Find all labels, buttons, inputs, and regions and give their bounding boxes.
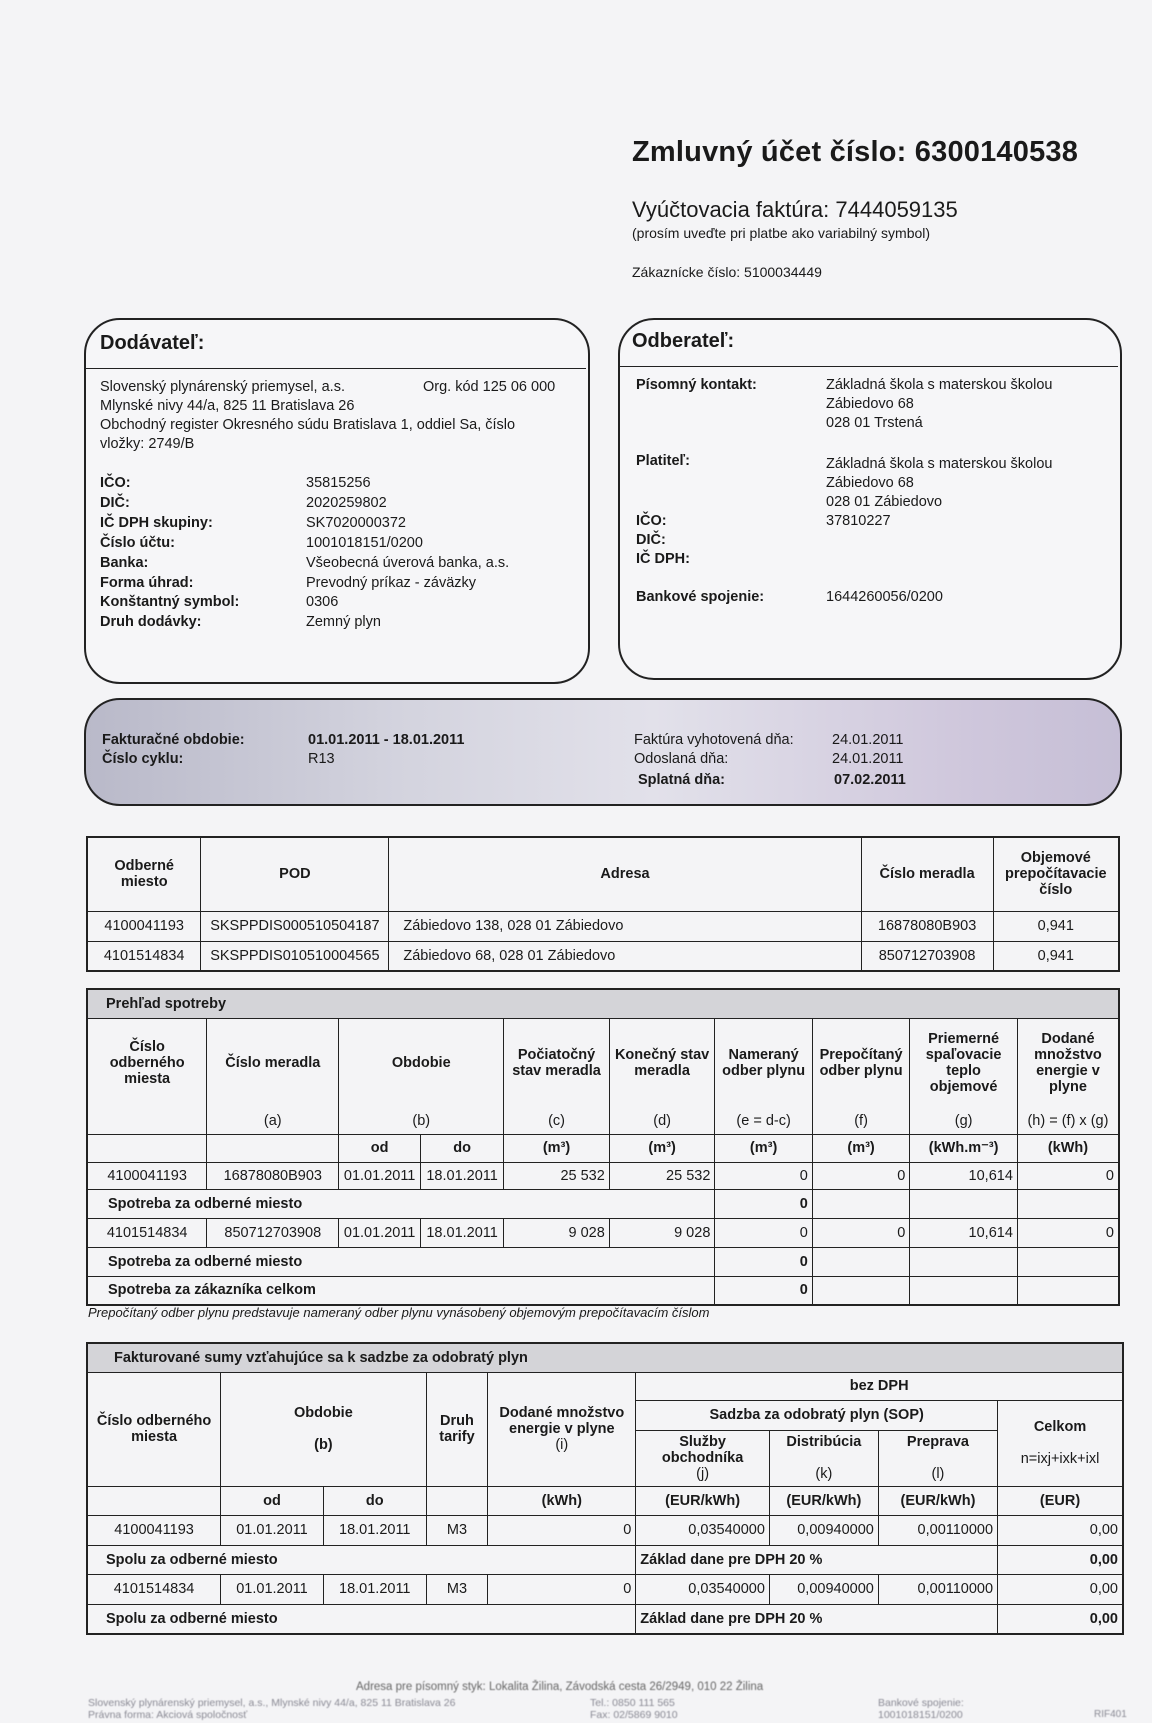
consumption-note: Prepočítaný odber plynu predstavuje nameraný odber plynu vynásobený objemovým prepočítavacím číslom — [88, 1305, 710, 1320]
supplier-constant-label: Konštantný symbol: — [100, 594, 240, 610]
cons-poc-cell: 9 028 — [504, 1218, 610, 1247]
supplier-dic-label: DIČ: — [100, 495, 130, 511]
points-odberne-cell: 4100041193 — [87, 911, 201, 941]
customer-payer-line3: 028 01 Zábiedovo — [826, 494, 943, 510]
table-row — [87, 911, 1119, 941]
inv-h-druh: Druh tarify — [426, 1372, 488, 1486]
inv-h-preprava-text: Preprava — [906, 1434, 969, 1450]
supplier-account-value: 1001018151/0200 — [306, 535, 423, 551]
cons-h-do: do — [420, 1134, 503, 1162]
customer-icdph-label: IČ DPH: — [636, 551, 690, 567]
footer-company: Slovenský plynárenský priemysel, a.s., Mlynské nivy 44/a, 825 11 Bratislava 26 — [88, 1697, 456, 1709]
cons-h-a: (a) — [207, 1108, 339, 1134]
invoiced-title-row — [87, 1343, 1123, 1372]
cons-h-c: (c) — [504, 1108, 610, 1134]
supplier-title-rule — [86, 368, 586, 369]
cons-kon-cell: 25 532 — [609, 1162, 715, 1189]
inv-subtotal-label: Spolu za odberné miesto — [87, 1604, 636, 1634]
inv-l-cell: 0,00110000 — [878, 1515, 997, 1545]
consumption-table — [86, 988, 1120, 1306]
issued-value: 24.01.2011 — [832, 732, 904, 748]
inv-h-l: (l) — [931, 1466, 945, 1482]
inv-j-cell: 0,03540000 — [636, 1574, 770, 1604]
delivery-points-table — [86, 836, 1120, 972]
cons-h-nam: Nameraný odber plynu — [715, 1018, 812, 1108]
inv-h-distr-text: Distribúcia — [786, 1434, 862, 1450]
cons-unit-h: (kWh) — [1017, 1134, 1119, 1162]
cons-subtotal-label: Spotreba za odberné miesto — [87, 1189, 715, 1218]
sent-value: 24.01.2011 — [832, 751, 904, 767]
supplier-account-label: Číslo účtu: — [100, 535, 175, 551]
invoice-number: Vyúčtovacia faktúra: 7444059135 — [632, 197, 958, 222]
table-row — [87, 941, 1119, 971]
inv-l-cell: 0,00110000 — [878, 1574, 997, 1604]
inv-h-k: (k) — [815, 1466, 833, 1482]
inv-h-dod — [488, 1372, 636, 1486]
cons-h-obdobie: Obdobie — [339, 1018, 504, 1108]
inv-j-cell: 0,03540000 — [636, 1515, 770, 1545]
subtotal-row — [87, 1189, 1119, 1218]
points-adresa-cell: Zábiedovo 68, 028 01 Zábiedovo — [389, 941, 861, 971]
cons-h-dod: Dodané množstvo energie v plyne — [1017, 1018, 1119, 1108]
customer-bank-label: Bankové spojenie: — [636, 589, 765, 605]
inv-h-obdobie — [221, 1372, 427, 1486]
cons-h-g: (g) — [910, 1108, 1018, 1134]
cons-h-priem: Priemerné spaľovacie teplo objemové — [910, 1018, 1018, 1108]
subtotal-row — [87, 1545, 1123, 1574]
billing-period-label: Fakturačné obdobie: — [102, 732, 245, 748]
inv-k-cell: 0,00940000 — [769, 1515, 878, 1545]
points-header-pod: POD — [201, 837, 389, 911]
inv-h-preprava — [878, 1430, 997, 1486]
invoiced-units-row — [87, 1486, 1123, 1515]
cons-prep-cell: 0 — [812, 1162, 909, 1189]
inv-miesto-cell: 4101514834 — [87, 1574, 221, 1604]
inv-h-od: od — [221, 1486, 324, 1515]
customer-payer-line2: Zábiedovo 68 — [826, 475, 914, 491]
inv-base-label: Základ dane pre DPH 20 % — [636, 1545, 998, 1574]
cons-miesto-cell: 4101514834 — [87, 1218, 207, 1247]
billing-period-value: 01.01.2011 - 18.01.2011 — [308, 732, 465, 748]
customer-ico-label: IČO: — [636, 513, 667, 529]
supplier-icdph-label: IČ DPH skupiny: — [100, 515, 213, 531]
points-odberne-cell: 4101514834 — [87, 941, 201, 971]
cons-unit-c: (m³) — [504, 1134, 610, 1162]
invoiced-table — [86, 1342, 1124, 1635]
cons-unit-g: (kWh.m⁻³) — [910, 1134, 1018, 1162]
cons-subtotal-value: 0 — [715, 1247, 812, 1276]
inv-unit-n: (EUR) — [998, 1486, 1123, 1515]
table-row — [87, 1515, 1123, 1545]
table-row — [87, 1574, 1123, 1604]
inv-druh-cell: M3 — [426, 1515, 488, 1545]
cons-priem-cell: 10,614 — [910, 1218, 1018, 1247]
inv-h-sluzby-text: Služby obchodníka — [661, 1434, 744, 1466]
supplier-constant-value: 0306 — [306, 594, 339, 610]
cons-meradlo-cell: 16878080B903 — [207, 1162, 339, 1189]
points-header-meradlo: Číslo meradla — [861, 837, 993, 911]
cons-h-b: (b) — [339, 1108, 504, 1134]
consumption-units-row — [87, 1134, 1119, 1162]
points-pod-cell: SKSPPDIS010510004565 — [201, 941, 389, 971]
points-meradlo-cell: 850712703908 — [861, 941, 993, 971]
inv-h-sop: Sadzba za odobratý plyn (SOP) — [636, 1400, 998, 1430]
table-row — [87, 1218, 1119, 1247]
inv-od-cell: 01.01.2011 — [221, 1574, 324, 1604]
inv-h-celkom — [998, 1400, 1123, 1486]
consumption-title-row — [87, 989, 1119, 1018]
cons-do-cell: 18.01.2011 — [420, 1218, 503, 1247]
inv-h-dod-i: (i) — [555, 1437, 569, 1453]
supplier-ico-value: 35815256 — [306, 475, 371, 491]
inv-base-value: 0,00 — [998, 1545, 1123, 1574]
inv-h-bez-dph: bez DPH — [636, 1372, 1123, 1400]
supplier-address: Mlynské nivy 44/a, 825 11 Bratislava 26 — [100, 398, 355, 414]
inv-h-obdobie-text: Obdobie — [293, 1405, 353, 1421]
inv-h-obdobie-b: (b) — [314, 1437, 333, 1453]
cons-meradlo-cell: 850712703908 — [207, 1218, 339, 1247]
cons-subtotal-value: 0 — [715, 1189, 812, 1218]
cons-prep-cell: 0 — [812, 1218, 909, 1247]
subtotal-row — [87, 1604, 1123, 1634]
customer-contact-line2: Zábiedovo 68 — [826, 396, 914, 412]
points-header-odberne: Odberné miesto — [87, 837, 201, 911]
inv-base-label: Základ dane pre DPH 20 % — [636, 1604, 998, 1634]
points-adresa-cell: Zábiedovo 138, 028 01 Zábiedovo — [389, 911, 861, 941]
points-objem-cell: 0,941 — [993, 941, 1119, 971]
due-value: 07.02.2011 — [834, 772, 906, 788]
supplier-ico-label: IČO: — [100, 475, 131, 491]
cycle-label: Číslo cyklu: — [102, 751, 184, 767]
total-row — [87, 1276, 1119, 1305]
inv-subtotal-label: Spolu za odberné miesto — [87, 1545, 636, 1574]
cons-nam-cell: 0 — [715, 1218, 812, 1247]
points-meradlo-cell: 16878080B903 — [861, 911, 993, 941]
supplier-title: Dodávateľ: — [100, 332, 205, 354]
consumption-title: Prehľad spotreby — [87, 989, 1119, 1018]
customer-ico-value: 37810227 — [826, 513, 891, 529]
inv-h-j: (j) — [696, 1466, 710, 1482]
inv-unit-l: (EUR/kWh) — [878, 1486, 997, 1515]
cons-dod-cell: 0 — [1017, 1218, 1119, 1247]
supplier-payment-label: Forma úhrad: — [100, 575, 194, 591]
cons-h-kon: Konečný stav meradla — [609, 1018, 715, 1108]
customer-number: Zákaznícke číslo: 5100034449 — [632, 264, 822, 280]
inv-h-dod-text: Dodané množstvo energie v plyne — [499, 1405, 625, 1437]
supplier-name: Slovenský plynárenský priemysel, a.s. — [100, 379, 345, 395]
cons-unit-e: (m³) — [715, 1134, 812, 1162]
inv-h-do: do — [323, 1486, 426, 1515]
cons-h-e: (e = d-c) — [715, 1108, 812, 1134]
inv-miesto-cell: 4100041193 — [87, 1515, 221, 1545]
cons-miesto-cell: 4100041193 — [87, 1162, 207, 1189]
footer-code: RIF401 — [1094, 1709, 1127, 1720]
supplier-payment-value: Prevodný príkaz - záväzky — [306, 575, 477, 591]
supplier-bank-label: Banka: — [100, 555, 149, 571]
inv-do-cell: 18.01.2011 — [323, 1515, 426, 1545]
inv-h-sluzby — [636, 1430, 770, 1486]
subtotal-row — [87, 1247, 1119, 1276]
cons-h-f: (f) — [812, 1108, 909, 1134]
customer-title-rule — [620, 366, 1118, 367]
customer-payer-line1: Základná škola s materskou školou — [826, 456, 1053, 472]
cons-od-cell: 01.01.2011 — [339, 1218, 421, 1247]
cons-total-value: 0 — [715, 1276, 812, 1305]
cycle-value: R13 — [308, 751, 335, 767]
supplier-bank-value: Všeobecná úverová banka, a.s. — [306, 555, 510, 571]
points-pod-cell: SKSPPDIS000510504187 — [201, 911, 389, 941]
inv-k-cell: 0,00940000 — [769, 1574, 878, 1604]
inv-n-cell: 0,00 — [998, 1574, 1123, 1604]
cons-unit-f: (m³) — [812, 1134, 909, 1162]
table-row — [87, 1162, 1119, 1189]
billing-period-banner — [84, 698, 1122, 806]
customer-contact-line3: 028 01 Trstená — [826, 415, 923, 431]
customer-title: Odberateľ: — [632, 330, 735, 352]
inv-h-celkom-text: Celkom — [1033, 1419, 1087, 1435]
cons-h-poc: Počiatočný stav meradla — [504, 1018, 610, 1108]
inv-od-cell: 01.01.2011 — [221, 1515, 324, 1545]
inv-base-value: 0,00 — [998, 1604, 1123, 1634]
cons-dod-cell: 0 — [1017, 1162, 1119, 1189]
supplier-dic-value: 2020259802 — [306, 495, 387, 511]
cons-h-prep: Prepočítaný odber plynu — [812, 1018, 909, 1108]
cons-kon-cell: 9 028 — [609, 1218, 715, 1247]
cons-do-cell: 18.01.2011 — [420, 1162, 503, 1189]
supplier-delivery-label: Druh dodávky: — [100, 614, 202, 630]
supplier-register: Obchodný register Okresného súdu Bratislava 1, oddiel Sa, číslo — [100, 417, 516, 433]
consumption-header-row — [87, 1018, 1119, 1108]
footer-bank: Bankové spojenie: — [878, 1697, 964, 1709]
cons-h-od: od — [339, 1134, 421, 1162]
inv-h-miesto: Číslo odberného miesta — [87, 1372, 221, 1486]
cons-od-cell: 01.01.2011 — [339, 1162, 421, 1189]
customer-contact-label: Písomný kontakt: — [636, 377, 757, 393]
points-header-adresa: Adresa — [389, 837, 861, 911]
cons-nam-cell: 0 — [715, 1162, 812, 1189]
cons-priem-cell: 10,614 — [910, 1162, 1018, 1189]
inv-unit-j: (EUR/kWh) — [636, 1486, 770, 1515]
cons-poc-cell: 25 532 — [504, 1162, 610, 1189]
inv-h-formula: n=ixj+ixk+ixl — [1020, 1451, 1100, 1467]
footer-fax: Fax: 02/5869 9010 — [590, 1709, 678, 1721]
footer-bank-number: 1001018151/0200 — [878, 1709, 963, 1721]
footer-legal: Právna forma: Akciová spoločnosť — [88, 1709, 248, 1721]
customer-dic-label: DIČ: — [636, 532, 666, 548]
inv-dod-cell: 0 — [488, 1515, 636, 1545]
cons-unit-d: (m³) — [609, 1134, 715, 1162]
sent-label: Odoslaná dňa: — [634, 751, 729, 767]
cons-total-label: Spotreba za zákazníka celkom — [87, 1276, 715, 1305]
invoiced-header-row-1 — [87, 1372, 1123, 1400]
inv-n-cell: 0,00 — [998, 1515, 1123, 1545]
inv-unit-i: (kWh) — [488, 1486, 636, 1515]
cons-h-miesto: Číslo odberného miesta — [87, 1018, 207, 1108]
supplier-org-code: Org. kód 125 06 000 — [423, 379, 556, 395]
cons-subtotal-label: Spotreba za odberné miesto — [87, 1247, 715, 1276]
supplier-icdph-value: SK7020000372 — [306, 515, 406, 531]
points-header-row — [87, 837, 1119, 911]
points-header-objem: Objemové prepočítavacie číslo — [993, 837, 1119, 911]
inv-h-distr — [769, 1430, 878, 1486]
customer-payer-label: Platiteľ: — [636, 453, 690, 469]
inv-do-cell: 18.01.2011 — [323, 1574, 426, 1604]
customer-bank-value: 1644260056/0200 — [826, 589, 943, 605]
footer-address: Adresa pre písomný styk: Lokalita Žilina, Závodská cesta 26/2949, 010 22 Žilina — [356, 1681, 764, 1693]
footer-tel: Tel.: 0850 111 565 — [590, 1697, 675, 1709]
supplier-delivery-value: Zemný plyn — [306, 614, 381, 630]
contract-account-title: Zmluvný účet číslo: 6300140538 — [632, 136, 1079, 168]
points-objem-cell: 0,941 — [993, 911, 1119, 941]
customer-contact-line1: Základná škola s materskou školou — [826, 377, 1053, 393]
invoiced-title: Fakturované sumy vzťahujúce sa k sadzbe za odobratý plyn — [87, 1343, 1123, 1372]
inv-unit-k: (EUR/kWh) — [769, 1486, 878, 1515]
cons-h-meradlo: Číslo meradla — [207, 1018, 339, 1108]
issued-label: Faktúra vyhotovená dňa: — [634, 732, 794, 748]
consumption-letters-row — [87, 1108, 1119, 1134]
supplier-register-2: vložky: 2749/B — [100, 436, 195, 452]
invoice-note: (prosím uveďte pri platbe ako variabilný symbol) — [632, 225, 931, 241]
due-label: Splatná dňa: — [638, 772, 726, 788]
cons-h-h: (h) = (f) x (g) — [1017, 1108, 1119, 1134]
cons-h-d: (d) — [609, 1108, 715, 1134]
inv-dod-cell: 0 — [488, 1574, 636, 1604]
inv-druh-cell: M3 — [426, 1574, 488, 1604]
